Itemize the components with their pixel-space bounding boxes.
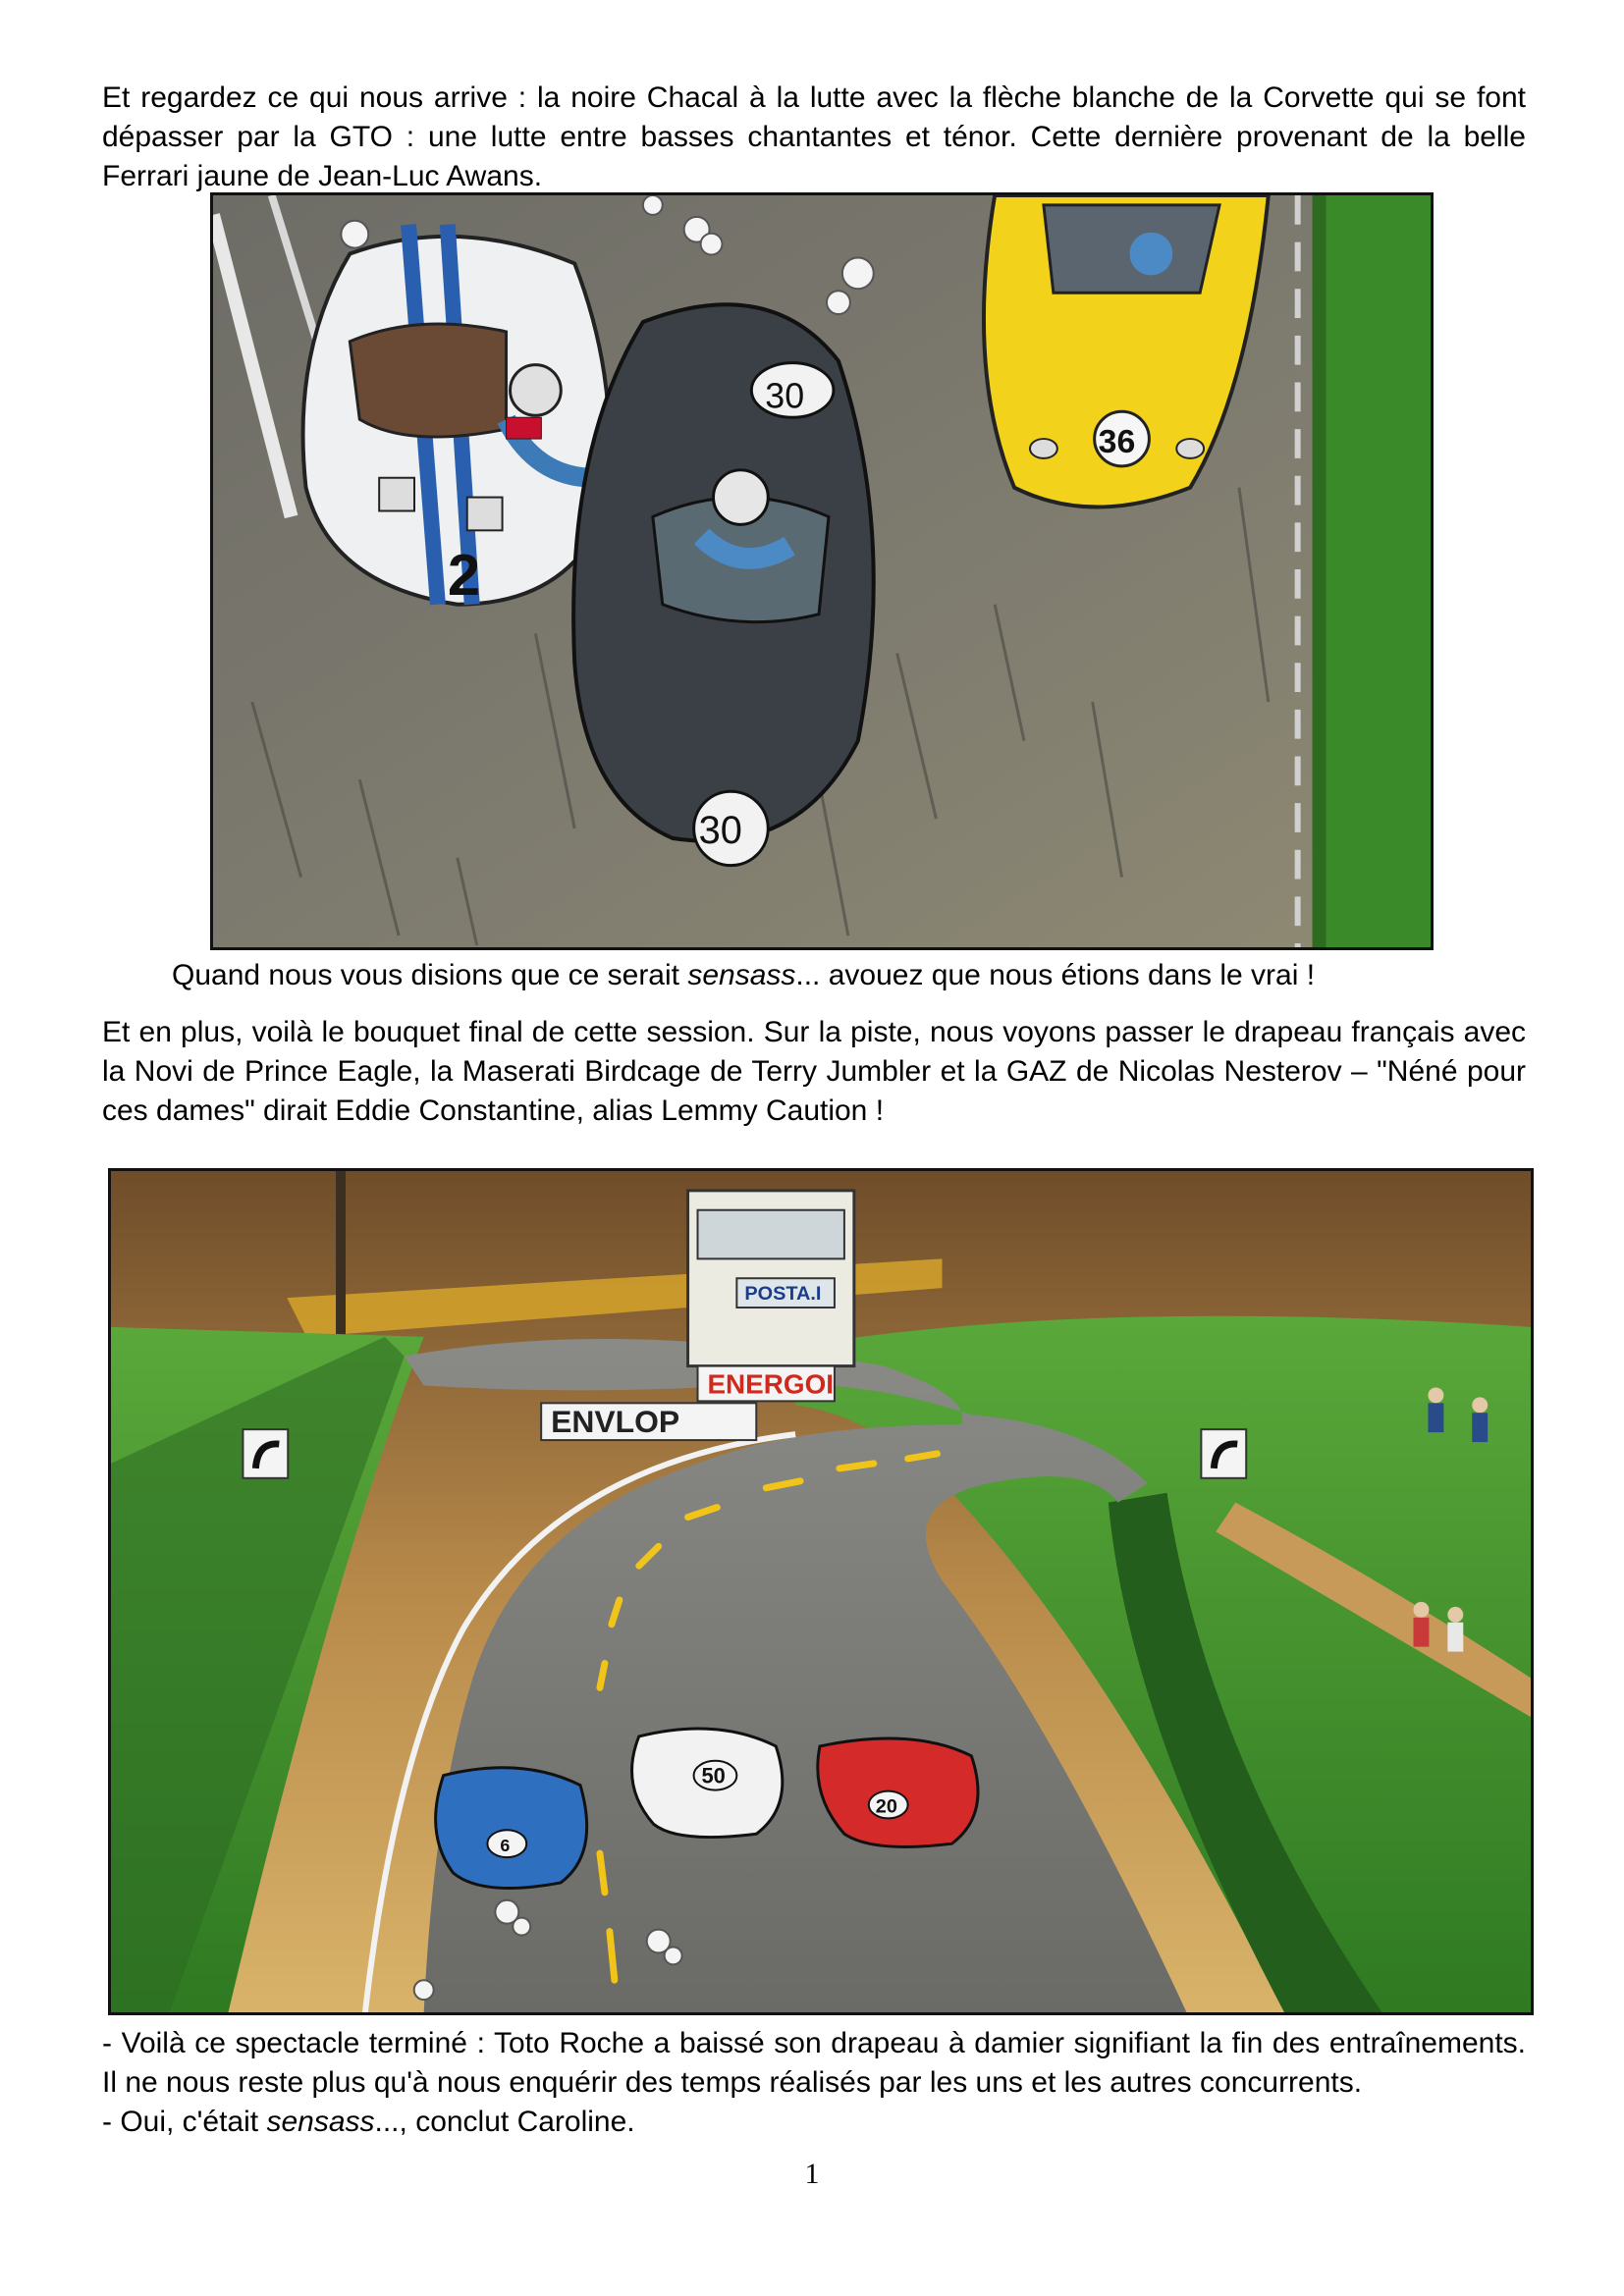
headlight-grille	[379, 478, 414, 511]
closing-line-1: - Voilà ce spectacle terminé : Toto Roche a baissé son drapeau à damier signifiant la fin des entraînements. Il ne nous reste plus qu'à nous enquérir des temps réalisés par les uns et les autres concurrents.	[102, 2027, 1526, 2099]
banner-envlop: ENVLOP	[551, 1404, 680, 1440]
race-top-view-drawing	[213, 195, 1431, 947]
caption-text-start: Quand nous vous disions que ce serait	[172, 959, 688, 991]
race-illustration-circuit	[108, 1168, 1534, 2015]
flag-badge	[507, 417, 542, 439]
red-car	[818, 1738, 978, 1847]
driver-helmet-black	[714, 470, 769, 525]
illustration-caption	[172, 956, 1546, 995]
closing-paragraph	[102, 2024, 1526, 2142]
black-chacal-car	[573, 304, 874, 865]
grass-verge	[1313, 195, 1431, 947]
banner-energoi: ENERGOI	[707, 1368, 835, 1400]
race-illustration-top-view	[210, 192, 1434, 950]
closing-line-2-start: - Oui, c'était	[102, 2106, 267, 2138]
car-number-50: 50	[701, 1763, 726, 1789]
power-pole	[336, 1171, 346, 1357]
closing-line-2-emphasis: sensass	[266, 2106, 375, 2138]
car-number-30-front: 30	[698, 808, 742, 852]
timing-tower	[688, 1191, 854, 1366]
caption-text-end: ... avouez que nous étions dans le vrai !	[795, 959, 1316, 991]
corner-sign-left	[243, 1429, 288, 1478]
second-paragraph-text: Et en plus, voilà le bouquet final de cette session. Sur la piste, nous voyons passer le drapeau français avec la Novi de Prince Eagle, la Maserati Birdcage de Terry Jumbler et la GAZ de Nicolas Nesterov – "Néné pour ces dames" dirait Eddie Constantine, alias Lemmy Caution !	[102, 1016, 1526, 1127]
intro-paragraph	[102, 79, 1526, 196]
circuit-drawing	[111, 1171, 1531, 2012]
car-number-20: 20	[875, 1795, 897, 1818]
car-number-6: 6	[500, 1836, 511, 1856]
corner-sign-right	[1201, 1429, 1246, 1478]
intro-text: Et regardez ce qui nous arrive : la noire Chacal à la lutte avec la flèche blanche de la Corvette qui se font dépasser par la GTO : une lutte entre basses chantantes et ténor. Cette dernière provenant de la belle Ferrari jaune de Jean-Luc Awans.	[102, 81, 1526, 192]
closing-line-2-end: ..., conclut Caroline.	[374, 2106, 635, 2138]
car-number-2: 2	[447, 541, 481, 608]
caption-emphasis: sensass	[687, 959, 796, 991]
closing-line-2	[102, 2103, 1526, 2142]
blue-car	[436, 1768, 587, 1889]
white-car	[632, 1729, 783, 1838]
page-number: 1	[804, 2158, 820, 2190]
car-number-30-rear: 30	[765, 376, 805, 416]
car-number-36: 36	[1098, 422, 1136, 460]
second-paragraph	[102, 1013, 1526, 1131]
tower-sign: POSTA.I	[744, 1283, 822, 1306]
white-corvette-car	[303, 225, 610, 608]
driver-helmet-white	[511, 365, 562, 416]
